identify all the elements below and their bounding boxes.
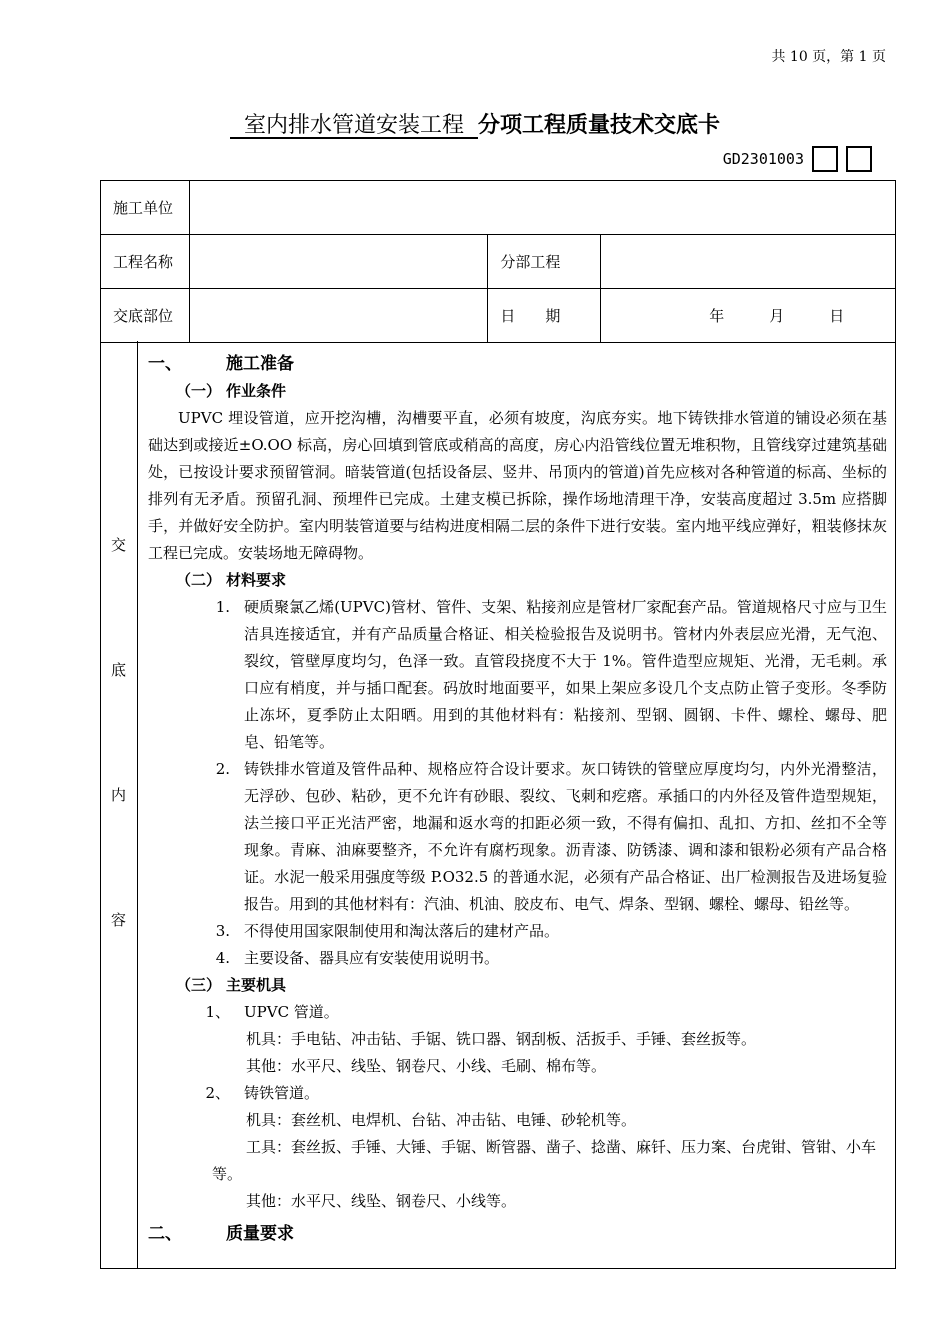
- tool-line: 其他：水平尺、线坠、钢卷尺、小线、毛刷、棉布等。: [246, 1057, 607, 1075]
- side-char: 容: [111, 911, 127, 929]
- list-item: 2、 铸铁管道。: [205, 1084, 320, 1102]
- section-heading: 一、 施工准备: [148, 354, 294, 374]
- division-label: 分部工程: [488, 235, 601, 289]
- subsection-heading: （一） 作业条件: [176, 382, 287, 400]
- unit-label: 施工单位: [101, 181, 190, 235]
- content-body: [138, 341, 895, 1248]
- section-heading: 二、 质量要求: [148, 1224, 294, 1244]
- side-label: [101, 341, 138, 1268]
- checkbox-1[interactable]: [812, 146, 838, 172]
- title-project: 室内排水管道安装工程: [230, 113, 478, 138]
- subsection-heading: （三） 主要机具: [176, 976, 287, 994]
- tool-line: 机具：套丝机、电焊机、台钻、冲击钻、电锤、砂轮机等。: [246, 1111, 637, 1129]
- tool-line: 机具：手电钻、冲击钻、手锯、铣口器、钢刮板、活扳手、手锤、套丝扳等。: [246, 1030, 757, 1048]
- part-value[interactable]: [189, 289, 487, 343]
- project-label: 工程名称: [101, 235, 190, 289]
- info-table: [100, 180, 896, 343]
- page-count: 共 10 页，第 1 页: [771, 49, 886, 65]
- checkbox-2[interactable]: [846, 146, 872, 172]
- project-value[interactable]: [189, 235, 487, 289]
- side-char: 交: [111, 536, 127, 554]
- title-suffix: 分项工程质量技术交底卡: [477, 112, 720, 138]
- subsection-heading: （二） 材料要求: [176, 571, 287, 589]
- document-code-row: [723, 146, 872, 172]
- content-section: [100, 341, 896, 1269]
- document-code: GD2301003: [722, 150, 804, 168]
- date-label: 日 期: [488, 289, 601, 343]
- division-value[interactable]: [601, 235, 896, 289]
- list-item: 3. 不得使用国家限制使用和淘汰落后的建材产品。: [215, 922, 560, 940]
- list-item: 4. 主要设备、器具应有安装使用说明书。: [215, 949, 500, 967]
- tool-line: 其他：水平尺、线坠、钢卷尺、小线等。: [246, 1192, 517, 1210]
- tool-line: 工具：套丝扳、手锤、大锤、手锯、断管器、凿子、捻凿、麻钎、压力案、台虎钳、管钳、小车 等。: [212, 1138, 877, 1183]
- unit-value[interactable]: [189, 181, 895, 235]
- page-title: [0, 108, 950, 139]
- list-item: 1. 硬质聚氯乙烯(UPVC)管材、管件、支架、粘接剂应是管材厂家配套产品。管道规格尺寸应与卫生洁具连接适宜，并有产品质量合格证、相关检验报告及说明书。管材内外表层应光滑，无气泡、裂纹，管壁厚度均匀，色泽一致。直管段挠度不大于 1%。管件造型应规矩、光滑，无毛刺。承口应有梢度，并与插口配套。码放时地面要平，如果上架应多设几个支点防止管子变形。冬季防止冻坏，夏季防止太阳晒。用到的其他材料有：粘接剂、型钢、圆钢、卡件、螺栓、螺母、肥皂、铅笔等。: [215, 598, 887, 751]
- side-char: 内: [111, 786, 127, 804]
- paragraph: UPVC 埋设管道，应开挖沟槽，沟槽要平直，必须有坡度，沟底夯实。地下铸铁排水管道的铺设必须在基础达到或接近±O.OO 标高，房心回填到管底或稍高的高度，房心内沿管线位置无堆积物，且管线穿过建筑基础处，已按设计要求预留管洞。暗装管道(包括设备层、竖井、吊顶内的管道)首先应核对各种管道的标高、坐标的排列有无矛盾。预留孔洞、预埋件已完成。土建支模已拆除，操作场地清理干净，安装高度超过 3.5m 应搭脚手，并做好安全防护。室内明装管道要与结构进度相隔二层的条件下进行安装。室内地平线应弹好，粗装修抹灰工程已完成。安装场地无障碍物。: [148, 409, 887, 562]
- side-char: 底: [111, 661, 127, 679]
- list-item: 1、 UPVC 管道。: [205, 1003, 339, 1021]
- part-label: 交底部位: [101, 289, 190, 343]
- list-item: 2. 铸铁排水管道及管件品种、规格应符合设计要求。灰口铸铁的管壁应厚度均匀，内外光滑整洁，无浮砂、包砂、粘砂，更不允许有砂眼、裂纹、飞刺和疙瘩。承插口的内外径及管件造型规矩，法兰接口平正光洁严密，地漏和返水弯的扣距必须一致，不得有偏扣、乱扣、方扣、丝扣不全等现象。青麻、油麻要整齐，不允许有腐朽现象。沥青漆、防锈漆、调和漆和银粉必须有产品合格证。水泥一般采用强度等级 P.O32.5 的普通水泥，必须有产品合格证、出厂检测报告及进场复验报告。用到的其他材料有：汽油、机油、胶皮布、电气、焊条、型钢、螺栓、螺母、铅丝等。: [215, 760, 887, 913]
- date-value[interactable]: 年 月 日: [601, 289, 896, 343]
